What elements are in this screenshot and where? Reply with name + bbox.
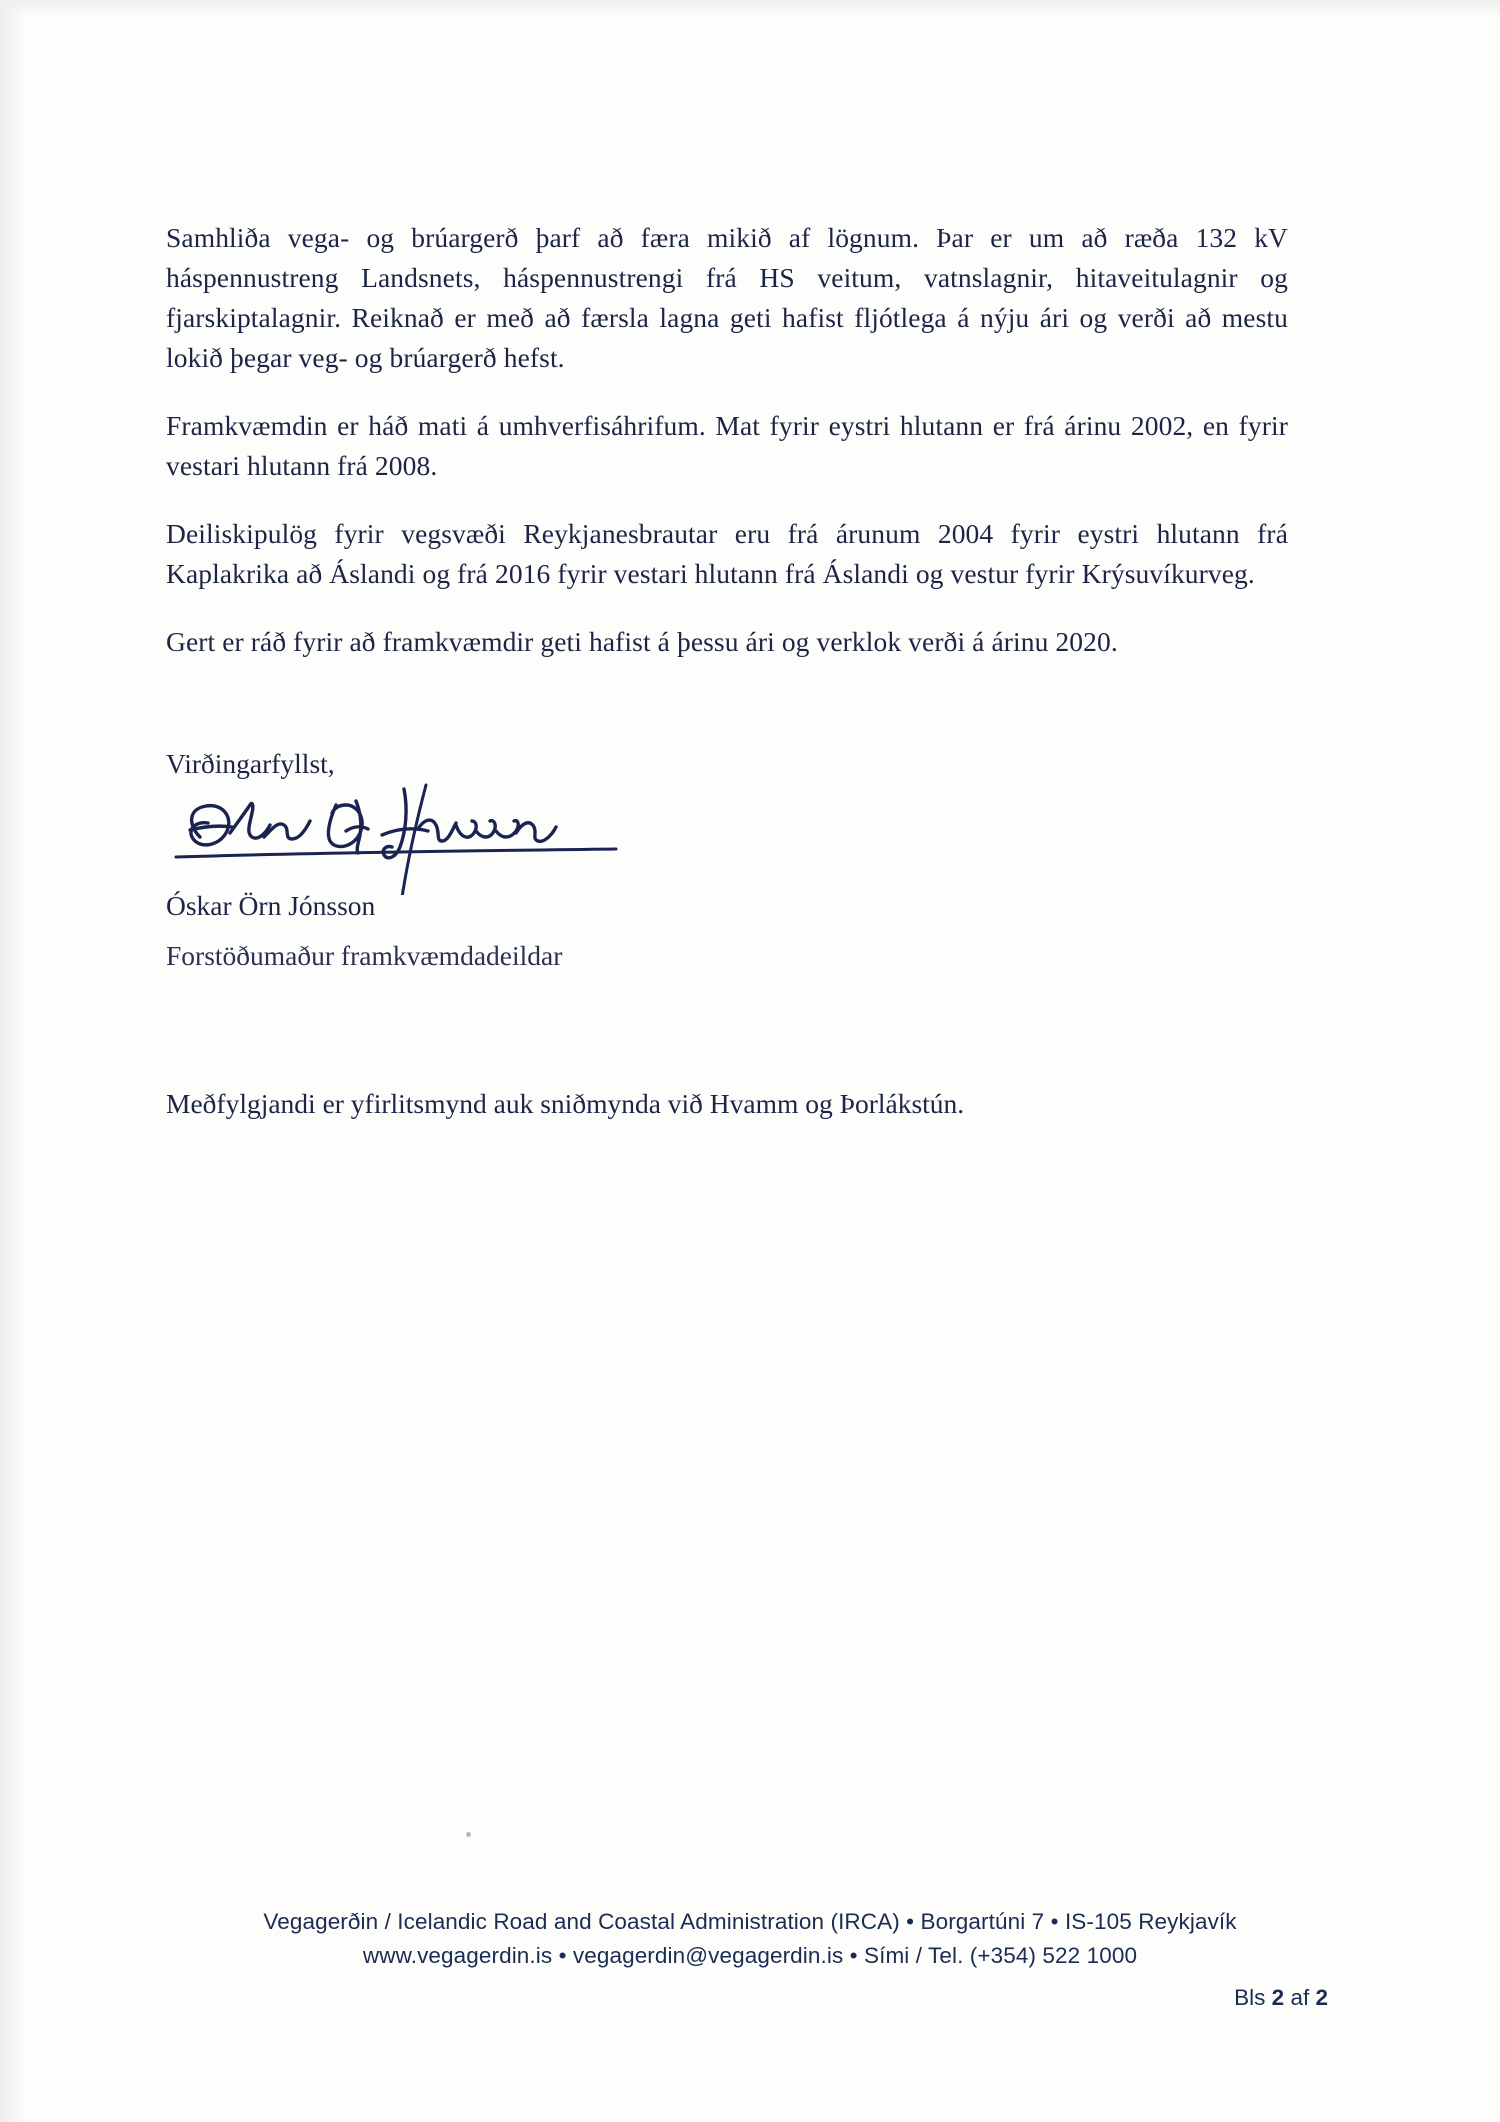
footer-contact-line: www.vegagerdin.is • vegagerdin@vegagerdin.is • Sími / Tel. (+354) 522 1000 bbox=[362, 1943, 1138, 1968]
page-footer bbox=[0, 1905, 1500, 1973]
paragraph-1: Samhliða vega- og brúargerð þarf að færa mikið af lögnum. Þar er um að ræða 132 kV háspennustreng Landsnets, háspennustrengi frá HS veitum, vatnslagnir, hitaveitulagnir og fjarskiptalagnir. Reiknað er með að færsla lagna geti hafist fljótlega á nýju ári og verði að mestu lokið þegar veg- og brúargerð hefst. bbox=[166, 222, 1288, 373]
paragraph-3: Deiliskipulög fyrir vegsvæði Reykjanesbrautar eru frá árunum 2004 fyrir eystri hlutann frá Kaplakrika að Áslandi og frá 2016 fyrir vestari hlutann frá Áslandi og vestur fyrir Krýsuvíkurveg. bbox=[166, 518, 1288, 589]
paragraph-4: Gert er ráð fyrir að framkvæmdir geti hafist á þessu ári og verklok verði á árinu 2020. bbox=[166, 626, 1118, 657]
signature-name: Óskar Örn Jónsson bbox=[166, 890, 376, 921]
page-number-of: af bbox=[1290, 1985, 1310, 2010]
signature-title: Forstöðumaður framkvæmdadeildar bbox=[166, 940, 563, 971]
paragraph-2: Framkvæmdin er háð mati á umhverfisáhrifum. Mat fyrir eystri hlutann er frá árinu 2002, en fyrir vestari hlutann frá 2008. bbox=[166, 410, 1288, 481]
footer-organization-line: Vegagerðin / Icelandic Road and Coastal Administration (IRCA) • Borgartúni 7 • IS-105 Reykjavík bbox=[263, 1909, 1237, 1934]
scan-edge-shadow-top bbox=[0, 0, 1500, 18]
page-number-total: 2 bbox=[1315, 1985, 1328, 2010]
attachment-note: Meðfylgjandi er yfirlitsmynd auk sniðmynda við Hvamm og Þorlákstún. bbox=[166, 1088, 965, 1119]
scan-edge-shadow-left bbox=[0, 0, 26, 2122]
handwritten-signature bbox=[160, 775, 800, 895]
page-number-label: Bls bbox=[1234, 1985, 1266, 2010]
page-number bbox=[1234, 1985, 1328, 2011]
letter-body bbox=[166, 218, 1288, 662]
closing-salutation: Virðingarfyllst, bbox=[166, 748, 335, 779]
page-number-current: 2 bbox=[1271, 1985, 1285, 2010]
scan-speck bbox=[466, 1832, 471, 1837]
